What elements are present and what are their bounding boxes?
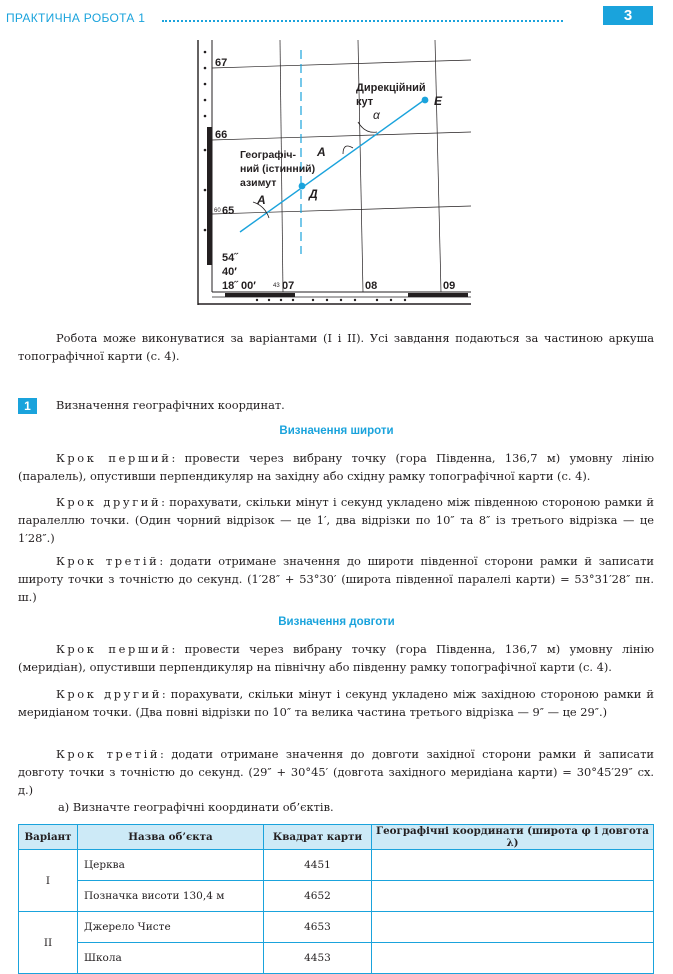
object-name-cell: Позначка висоти 130,4 м <box>78 881 264 912</box>
lat-step-2 <box>18 494 654 547</box>
point-e-label: Е <box>434 94 443 108</box>
point-e-marker <box>422 97 429 104</box>
lat-label-65: 65 <box>222 205 235 217</box>
lat-step-3 <box>18 553 654 606</box>
azimuth-a-upper: А <box>317 145 326 159</box>
running-header-title: ПРАКТИЧНА РОБОТА 1 <box>6 11 146 25</box>
intro-paragraph: Робота може виконуватися за варіантами (І і ІІ). Усі завдання подаються за частиною аркуша топографічної карти (с. 4). <box>18 331 654 363</box>
lat-label-small: 60 <box>214 208 221 214</box>
azimuth-a-lower: А <box>257 193 266 207</box>
frame-scale-bar-bottom-2 <box>408 293 468 297</box>
point-d-marker <box>299 183 306 190</box>
step-text: : додати отримане значення до широти південної сторони рамки й записати широту точки з точністю до секунд. (1′28″ + 53°30′ (широта південної паралелі карти) = 53°31′28″ пн. ш.) <box>18 554 654 604</box>
lat-label-40: 40′ <box>222 266 237 278</box>
azimuth-label-3: азимут <box>240 177 277 189</box>
lon-label-08: 08 <box>365 280 378 292</box>
variant-cell: ІІ <box>19 912 78 974</box>
lon-step-1 <box>18 641 654 677</box>
lon-step-2 <box>18 686 654 722</box>
step-text: : порахувати, скільки мінут і секунд укладено між західною стороною рамки й меридіаном точки. (Два повні відрізки по 10″ та велика частина третього відрізка — 9″ — це 29″.) <box>18 687 654 719</box>
header-coordinates: Географічні координати (широта φ і довгота λ) <box>372 825 654 850</box>
sub-task-a: а) Визначте географічні координати об’єктів. <box>58 800 334 814</box>
step-label: Крок третій <box>56 747 161 761</box>
azimuth-label-1: Географіч- <box>240 149 296 161</box>
table-row <box>19 912 654 943</box>
frame-scale-dots-left <box>204 51 207 232</box>
coordinates-table <box>18 824 654 974</box>
frame-scale-bar-left <box>207 127 212 265</box>
latitude-heading: Визначення широти <box>279 425 394 437</box>
step-text: : порахувати, скільки мінут і секунд укладено між південною стороною рамки й паралеллю точки. (Один чорний відрізок — це 1′, два відрізки по 10″ та 8″ із третього відрізка — це 1′28″.) <box>18 495 654 545</box>
step-text: : додати отримане значення до довготи західної сторони рамки й записати довготу точки з точністю до секунд. (29″ + 30°45′ (довгота західного меридіана карти) = 30°45′29″ сх. д.) <box>18 747 654 797</box>
lat-label-66: 66 <box>215 129 228 141</box>
coordinates-answer-cell[interactable] <box>372 850 654 881</box>
table-header-row <box>19 825 654 850</box>
table-row <box>19 943 654 974</box>
map-square-cell: 4653 <box>264 912 372 943</box>
table-row <box>19 850 654 881</box>
map-square-cell: 4453 <box>264 943 372 974</box>
azimuth-label-2: ний (істинний) <box>240 163 316 175</box>
coordinates-answer-cell[interactable] <box>372 881 654 912</box>
task-number-badge: 1 <box>18 398 37 414</box>
lat-step-1 <box>18 450 654 486</box>
step-label: Крок перший <box>56 642 172 656</box>
step-label: Крок перший <box>56 451 172 465</box>
azimuth-diagram <box>195 40 471 305</box>
page-number: 3 <box>603 6 653 25</box>
longitude-heading: Визначення довготи <box>278 616 395 628</box>
object-name-cell: Церква <box>78 850 264 881</box>
header-object-name: Назва об’єкта <box>78 825 264 850</box>
step-label: Крок третій <box>56 554 160 568</box>
header-dotted-rule <box>162 20 563 22</box>
task-title: Визначення географічних координат. <box>56 398 285 412</box>
step-text: : провести через вибрану точку (гора Південна, 136,7 м) умовну лінію (паралель), опустивши перпендикуляр на західну або східну рамку топографічної карти (с. 4). <box>18 451 654 483</box>
frame-scale-dots-bottom <box>256 299 406 301</box>
lon-step-3 <box>18 746 654 799</box>
map-square-cell: 4451 <box>264 850 372 881</box>
variant-cell: І <box>19 850 78 912</box>
step-label: Крок другий <box>56 495 162 509</box>
directional-angle-label-2: кут <box>356 96 374 108</box>
lon-label-00: 00′ <box>241 280 256 292</box>
lat-label-18: 18˝ <box>222 280 238 292</box>
point-d-label: Д <box>309 187 318 201</box>
table-row <box>19 881 654 912</box>
lat-label-54: 54˝ <box>222 252 238 264</box>
frame-scale-bar-bottom <box>225 293 295 297</box>
lon-label-09: 09 <box>443 280 456 292</box>
lat-label-67: 67 <box>215 57 228 69</box>
header-variant: Варіант <box>19 825 78 850</box>
lon-label-07: 07 <box>282 280 295 292</box>
coordinates-answer-cell[interactable] <box>372 943 654 974</box>
header-map-square: Квадрат карти <box>264 825 372 850</box>
object-name-cell: Школа <box>78 943 264 974</box>
directional-angle-label: Дирекційний <box>356 82 426 94</box>
alpha-label: α <box>373 108 380 122</box>
coordinates-answer-cell[interactable] <box>372 912 654 943</box>
directional-angle-arc <box>358 122 377 132</box>
lon-label-small: 43 <box>273 283 280 289</box>
map-square-cell: 4652 <box>264 881 372 912</box>
object-name-cell: Джерело Чисте <box>78 912 264 943</box>
step-label: Крок другий <box>56 687 162 701</box>
step-text: : провести через вибрану точку (гора Південна, 136,7 м) умовну лінію (меридіан), опустивши перпендикуляр на північну або південну рамку топографічної карти (с. 4). <box>18 642 654 674</box>
